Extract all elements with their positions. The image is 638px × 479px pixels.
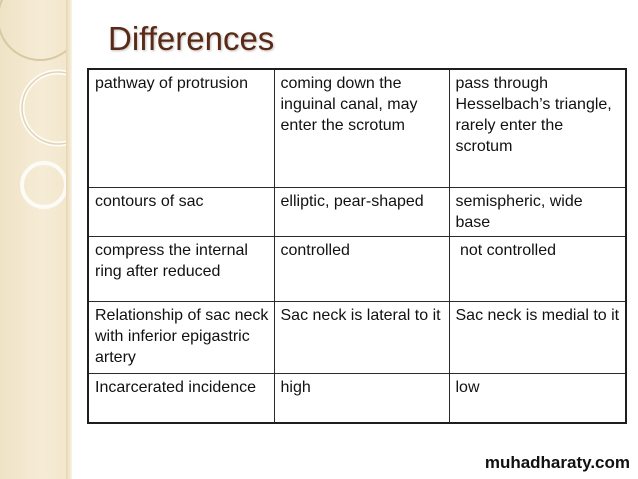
table-cell: compress the internal ring after reduced xyxy=(88,237,274,302)
sidebar-edge xyxy=(66,0,72,479)
watermark: muhadharaty.com xyxy=(484,453,630,472)
table-row xyxy=(88,188,626,237)
table-cell: Relationship of sac neck with inferior epigastric artery xyxy=(88,302,274,374)
table-cell: pass through Hesselbach’s triangle, rarely enter the scrotum xyxy=(449,69,626,188)
table-row xyxy=(88,237,626,302)
table-cell: controlled xyxy=(274,237,449,302)
table-row xyxy=(88,374,626,424)
decorative-circles-icon xyxy=(0,0,70,479)
table-cell: pathway of protrusion xyxy=(88,69,274,188)
table-cell: Incarcerated incidence xyxy=(88,374,274,424)
table-cell: not controlled xyxy=(449,237,626,302)
table-cell: elliptic, pear-shaped xyxy=(274,188,449,237)
table-cell: Sac neck is medial to it xyxy=(449,302,626,374)
table-cell: semispheric, wide base xyxy=(449,188,626,237)
slide-title: Differences xyxy=(108,20,275,57)
table-cell: high xyxy=(274,374,449,424)
table-cell: Sac neck is lateral to it xyxy=(274,302,449,374)
decorative-sidebar xyxy=(0,0,70,479)
table-row xyxy=(88,69,626,188)
table-cell: contours of sac xyxy=(88,188,274,237)
table-cell: low xyxy=(449,374,626,424)
table-cell: coming down the inguinal canal, may enter the scrotum xyxy=(274,69,449,188)
table-row xyxy=(88,302,626,374)
differences-table xyxy=(87,68,627,424)
